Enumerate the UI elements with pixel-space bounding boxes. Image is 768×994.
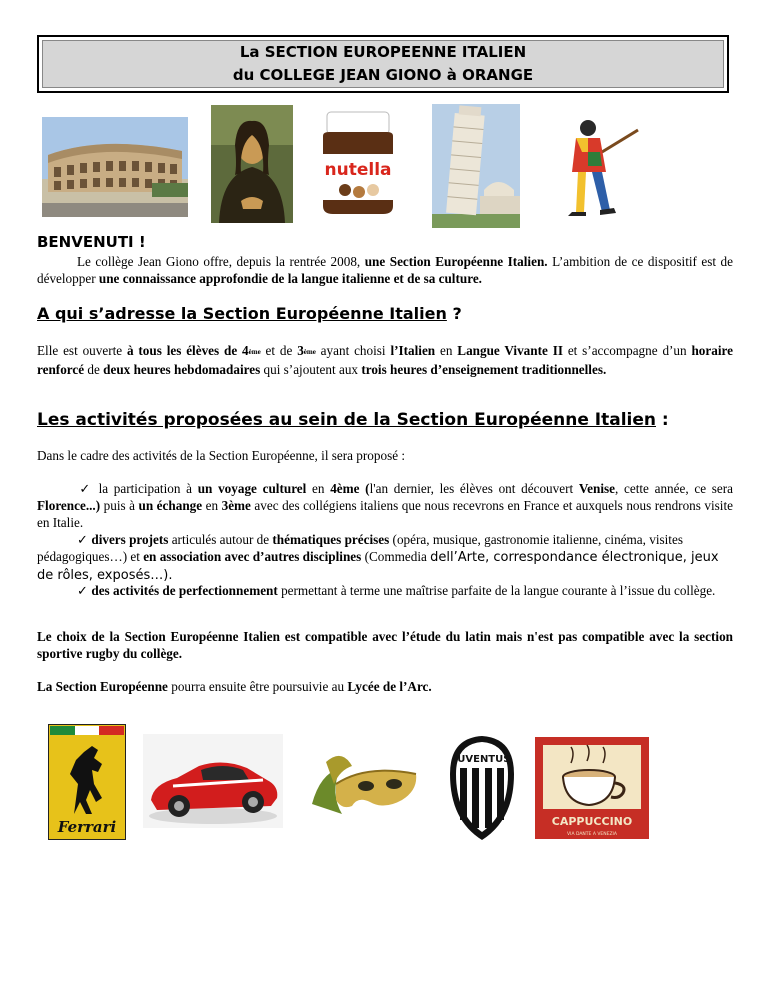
section2-heading-text: Les activités proposées au sein de la Section Européenne Italien	[37, 410, 656, 430]
s1-t13: qui s’ajoutent aux	[260, 362, 362, 377]
venetian-mask-image	[306, 744, 422, 832]
b1-l: 3ème	[221, 498, 251, 513]
s1-t2: à tous les élèves de 4	[126, 343, 249, 358]
final-a: La Section Européenne	[37, 679, 168, 694]
s1-t1: Elle est ouverte	[37, 343, 127, 358]
check-icon: ✓	[77, 481, 93, 496]
colosseum-image	[42, 117, 188, 217]
final-c: Lycée de l’Arc.	[347, 679, 432, 694]
section2-intro: Dans le cadre des activités de la Section Européenne, il sera proposé :	[37, 448, 406, 463]
juventus-label: JUVENTUS	[453, 754, 511, 765]
b2-f: (Commedia	[361, 549, 431, 564]
s1-t9: et s’accompagne d’un	[562, 343, 692, 358]
b1-j: un échange	[138, 498, 203, 513]
title-line-2: du COLLEGE JEAN GIONO à ORANGE	[232, 66, 534, 84]
b3-b: permettant à terme une maîtrise parfaite de la langue courante à l’issue du collège.	[277, 583, 716, 598]
s1-t11: de	[84, 362, 104, 377]
welcome-heading: BENVENUTI !	[37, 233, 146, 251]
cappuccino-sign-image	[531, 733, 653, 843]
b2-d: (opéra, musique, gastronomie italienne, cinéma, visites pédagogiques…) et	[37, 532, 683, 564]
b3-a: des activités de perfectionnement	[88, 583, 278, 598]
welcome-bold-1: une Section Européenne Italien.	[364, 254, 548, 269]
harlequin-image	[558, 112, 640, 220]
b2-b: articulés autour de	[168, 532, 273, 547]
b1-f: Venise	[578, 481, 615, 496]
b1-g: , cette année, ce sera	[615, 481, 733, 496]
b2-a: divers projets	[88, 532, 169, 547]
b1-m: avec des collégiens italiens que nous recevrons en France et auxquels nous rendrons visite en Italie.	[37, 498, 733, 530]
check-icon: ✓	[77, 583, 89, 598]
b1-i: puis à	[100, 498, 139, 513]
welcome-text-2: L’ambition de ce dispositif est de développer	[37, 254, 733, 286]
cappuccino-label: CAPPUCCINO	[551, 815, 633, 828]
s1-t8: Langue Vivante II	[457, 343, 563, 358]
activity-item-projects	[37, 531, 733, 584]
b1-k: en	[202, 498, 222, 513]
juventus-logo-image	[446, 734, 518, 842]
title-line-1: La SECTION EUROPEENNE ITALIEN	[239, 43, 527, 61]
section2-heading-suffix: :	[656, 410, 669, 430]
red-sports-car-image	[143, 734, 283, 828]
welcome-bold-2: une connaissance approfondie de la langue italienne et de sa culture.	[98, 271, 482, 286]
section1-heading-text: A qui s’adresse la Section Européenne Italien	[37, 304, 447, 323]
s1-t4-sup: ème	[303, 348, 316, 356]
b1-d: 4ème (	[330, 481, 370, 496]
section1-heading-suffix: ?	[446, 304, 462, 323]
welcome-text-1: Le collège Jean Giono offre, depuis la rentrée 2008,	[77, 254, 365, 269]
b1-h: Florence...)	[37, 498, 101, 513]
mona-lisa-image	[211, 105, 293, 223]
nutella-label: nutella	[324, 160, 392, 180]
check-icon: ✓	[77, 532, 89, 547]
s1-t2-sup: ème	[248, 348, 261, 356]
ferrari-label: Ferrari	[57, 818, 117, 836]
s1-t12: deux heures hebdomadaires	[103, 362, 261, 377]
continuation-note	[37, 678, 733, 695]
b1-b: un voyage culturel	[197, 481, 307, 496]
b1-a: la participation à	[92, 481, 198, 496]
s1-t6: l’Italien	[390, 343, 436, 358]
b2-c: thématiques précises	[272, 532, 390, 547]
b2-e: en association avec d’autres disciplines	[143, 549, 362, 564]
section1-paragraph	[37, 342, 733, 378]
section1-heading	[37, 304, 462, 323]
s1-t4: 3	[297, 343, 304, 358]
s1-t10: horaire renforcé	[37, 343, 733, 377]
final-b: pourra ensuite être poursuivie au	[167, 679, 348, 694]
b2-g: dell’Arte, correspondance électronique, jeux de rôles, exposés…).	[37, 550, 719, 583]
b1-e: l'an dernier, les élèves ont découvert	[369, 481, 579, 496]
s1-t7: en	[435, 343, 458, 358]
activity-item-perfection	[37, 582, 733, 599]
title-box	[37, 35, 729, 93]
cappuccino-sublabel: VIA DANTE A VENEZIA	[567, 832, 617, 837]
nutella-jar-image	[317, 110, 399, 216]
pisa-tower-image	[432, 104, 520, 228]
compatibility-note: Le choix de la Section Européenne Italien est compatible avec l’étude du latin mais n'est pas compatible avec la section sportive rugby du collège.	[37, 629, 733, 661]
s1-t5: ayant choisi	[315, 343, 391, 358]
b1-c: en	[306, 481, 331, 496]
s1-t3: et de	[260, 343, 298, 358]
section2-heading	[37, 410, 669, 430]
s1-t14: trois heures d’enseignement traditionnelles.	[361, 362, 607, 377]
activity-item-trip	[37, 480, 733, 531]
welcome-paragraph	[37, 253, 733, 287]
ferrari-logo-image	[48, 724, 126, 840]
